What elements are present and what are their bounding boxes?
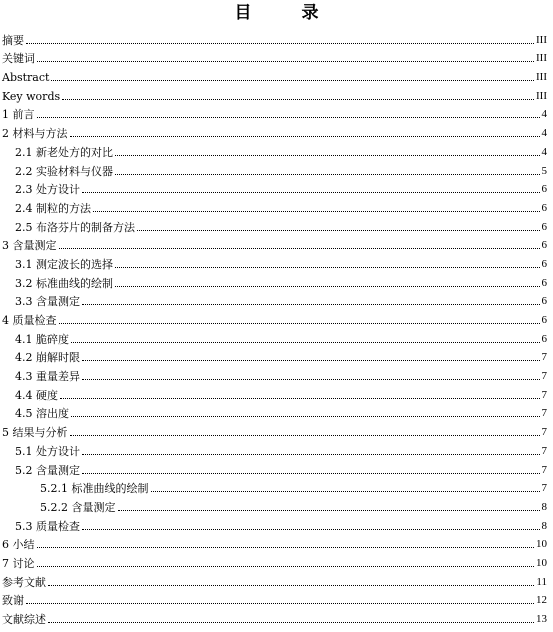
dot-leader: [115, 286, 540, 287]
toc-entry-label: 参考文献: [2, 575, 46, 589]
toc-entry-label: 4.5 溶出度: [15, 407, 69, 421]
toc-entry[interactable]: [0, 234, 553, 253]
dot-leader: [82, 192, 540, 193]
toc-entry-page: 10: [536, 556, 547, 569]
dot-leader: [137, 230, 540, 231]
dot-leader: [151, 491, 540, 492]
toc-entry-page: 7: [541, 426, 547, 439]
toc-entry-page: 6: [541, 257, 547, 270]
toc-entry-label: 2 材料与方法: [2, 127, 68, 141]
toc-entry[interactable]: [0, 551, 553, 570]
toc-entry-page: 4: [541, 108, 547, 121]
toc-entry[interactable]: [0, 589, 553, 608]
toc-entry[interactable]: [0, 178, 553, 197]
toc-entry-page: III: [536, 71, 547, 84]
dot-leader: [82, 360, 540, 361]
dot-leader: [115, 174, 540, 175]
dot-leader: [59, 248, 540, 249]
toc-entry[interactable]: [0, 514, 553, 533]
dot-leader: [82, 473, 540, 474]
dot-leader: [37, 566, 535, 567]
toc-entry[interactable]: [0, 383, 553, 402]
toc-entry-label: 2.4 制粒的方法: [15, 201, 91, 215]
toc-entry-page: 6: [541, 239, 547, 252]
dot-leader: [70, 435, 540, 436]
dot-leader: [60, 398, 540, 399]
toc-entry-label: 4.2 崩解时限: [15, 351, 80, 365]
toc-entry-page: 6: [541, 220, 547, 233]
dot-leader: [71, 342, 540, 343]
toc-title: 目 录: [234, 3, 341, 23]
table-of-contents: [0, 28, 553, 626]
toc-entry-page: 6: [541, 276, 547, 289]
toc-entry-label: 3.3 含量测定: [15, 295, 80, 309]
toc-entry-page: 6: [541, 295, 547, 308]
toc-entry-label: 3 含量测定: [2, 239, 57, 253]
dot-leader: [82, 304, 540, 305]
toc-entry-label: 致谢: [2, 594, 24, 608]
toc-entry-label: Abstract: [2, 71, 50, 85]
dot-leader: [82, 379, 540, 380]
toc-entry-page: 7: [541, 463, 547, 476]
toc-entry-page: III: [536, 89, 547, 102]
toc-entry[interactable]: [0, 271, 553, 290]
toc-entry[interactable]: [0, 346, 553, 365]
dot-leader: [26, 603, 534, 604]
toc-entry-label: 2.3 处方设计: [15, 183, 80, 197]
toc-entry[interactable]: [0, 420, 553, 439]
toc-entry-label: 5.3 质量检查: [15, 519, 80, 533]
toc-entry-label: 4.4 硬度: [15, 388, 58, 402]
toc-entry-label: 5.1 处方设计: [15, 444, 80, 458]
toc-entry-page: III: [536, 52, 547, 65]
toc-entry[interactable]: [0, 47, 553, 66]
dot-leader: [62, 99, 534, 100]
dot-leader: [48, 585, 534, 586]
dot-leader: [26, 43, 534, 44]
toc-entry-page: 13: [536, 613, 547, 625]
toc-entry-page: 7: [541, 351, 547, 364]
toc-entry[interactable]: [0, 84, 553, 103]
toc-entry[interactable]: [0, 215, 553, 234]
toc-entry-page: 7: [541, 482, 547, 495]
toc-entry-label: 4.3 重量差异: [15, 370, 80, 384]
toc-entry-label: 2.5 布洛芬片的制备方法: [15, 220, 135, 234]
toc-entry-page: 8: [541, 519, 547, 532]
dot-leader: [59, 323, 540, 324]
toc-entry-page: 7: [541, 444, 547, 457]
toc-entry-page: 6: [541, 332, 547, 345]
toc-entry-page: 11: [536, 575, 547, 588]
dot-leader: [70, 136, 540, 137]
toc-entry[interactable]: [0, 364, 553, 383]
toc-entry-page: 12: [536, 594, 547, 607]
toc-entry-label: 5 结果与分析: [2, 426, 68, 440]
dot-leader: [115, 155, 540, 156]
toc-entry[interactable]: [0, 159, 553, 178]
toc-entry-label: 4.1 脆碎度: [15, 332, 69, 346]
toc-entry[interactable]: [0, 495, 553, 514]
dot-leader: [37, 547, 535, 548]
toc-entry-label: 摘要: [2, 33, 24, 47]
toc-entry[interactable]: [0, 439, 553, 458]
dot-leader: [82, 454, 540, 455]
dot-leader: [51, 80, 534, 81]
dot-leader: [48, 622, 534, 623]
toc-entry-label: 文献综述: [2, 613, 46, 626]
toc-entry-label: 5.2 含量测定: [15, 463, 80, 477]
toc-entry[interactable]: [0, 402, 553, 421]
toc-entry-page: 4: [541, 145, 547, 158]
toc-entry[interactable]: [0, 327, 553, 346]
toc-entry-page: 4: [541, 127, 547, 140]
dot-leader: [115, 267, 540, 268]
toc-entry[interactable]: [0, 28, 553, 47]
toc-entry-label: 2.1 新老处方的对比: [15, 145, 113, 159]
toc-entry-label: 5.2.1 标准曲线的绘制: [40, 482, 149, 496]
toc-entry[interactable]: [0, 477, 553, 496]
toc-entry[interactable]: [0, 458, 553, 477]
toc-entry[interactable]: [0, 533, 553, 552]
toc-entry-page: 10: [536, 538, 547, 551]
toc-entry-page: 5: [541, 164, 547, 177]
toc-entry-label: 关键词: [2, 52, 35, 66]
toc-entry-page: 6: [541, 183, 547, 196]
toc-entry-page: 7: [541, 370, 547, 383]
toc-entry[interactable]: [0, 121, 553, 140]
toc-entry-label: 3.1 测定波长的选择: [15, 257, 113, 271]
toc-entry[interactable]: [0, 252, 553, 271]
toc-entry-label: 3.2 标准曲线的绘制: [15, 276, 113, 290]
toc-entry-page: 7: [541, 388, 547, 401]
toc-entry[interactable]: [0, 140, 553, 159]
toc-entry-label: 4 质量检查: [2, 314, 57, 327]
toc-entry-page: 8: [541, 500, 547, 513]
toc-entry-label: 6 小结: [2, 538, 35, 552]
toc-entry-page: III: [536, 33, 547, 46]
toc-entry-label: 5.2.2 含量测定: [40, 500, 116, 514]
toc-entry[interactable]: [0, 65, 553, 84]
dot-leader: [118, 510, 540, 511]
toc-entry[interactable]: [0, 103, 553, 122]
toc-entry-label: 2.2 实验材料与仪器: [15, 164, 113, 178]
toc-entry-label: 7 讨论: [2, 556, 35, 570]
toc-entry[interactable]: [0, 570, 553, 589]
dot-leader: [93, 211, 540, 212]
toc-entry-label: Key words: [2, 89, 61, 103]
toc-entry-label: 1 前言: [2, 108, 35, 122]
toc-entry[interactable]: [0, 607, 553, 626]
dot-leader: [71, 416, 540, 417]
toc-entry-page: 6: [541, 201, 547, 214]
toc-entry-page: 7: [541, 407, 547, 420]
dot-leader: [37, 61, 534, 62]
toc-entry-page: 6: [541, 314, 547, 326]
toc-entry[interactable]: [0, 196, 553, 215]
dot-leader: [82, 529, 540, 530]
dot-leader: [37, 117, 540, 118]
toc-entry[interactable]: [0, 308, 553, 327]
toc-entry[interactable]: [0, 290, 553, 309]
